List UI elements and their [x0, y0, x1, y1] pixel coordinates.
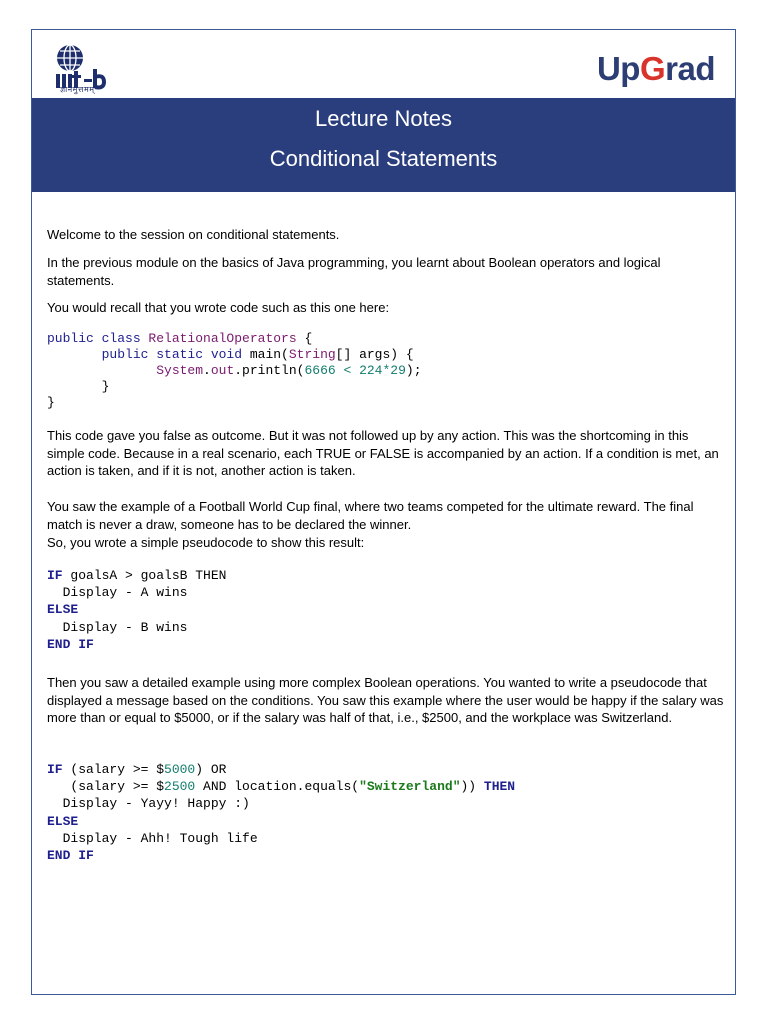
- code1-class-name: RelationalOperators: [148, 331, 297, 346]
- code2-if: IF: [47, 568, 63, 583]
- code1-out: out: [210, 363, 235, 378]
- code3-line1-b: ) OR: [195, 762, 227, 777]
- page-title: Conditional Statements: [269, 146, 498, 171]
- code1-line1-keyword: public class: [47, 331, 149, 346]
- code3-line5: Display - Ahh! Tough life: [47, 830, 258, 846]
- upgrad-logo-part2: G: [639, 50, 666, 87]
- code3-else: ELSE: [47, 813, 79, 829]
- paragraph-salary-example: Then you saw a detailed example using more complex Boolean operations. You wanted to write a pseudocode that displayed a message based on the conditions. You saw this example where the user would be happy if the salary was more than or equal to $5000, or if the salary was half of that, i.e., $2500, and the workplace was Switzerland.: [47, 675, 724, 725]
- code2-else: ELSE: [47, 602, 79, 618]
- code1-system: System: [156, 363, 204, 378]
- code1-line3-end: );: [405, 363, 422, 378]
- code3-if: IF: [47, 762, 63, 777]
- code2-line4: Display - B wins: [47, 619, 188, 635]
- code1-println: .println(: [234, 363, 305, 378]
- code2-line1-rest: goalsA > goalsB THEN: [62, 568, 227, 583]
- code1-line1-brace: {: [296, 331, 313, 346]
- code1-line5: }: [47, 395, 55, 410]
- code3-end-if: END IF: [47, 848, 94, 864]
- code3-then: THEN: [483, 779, 516, 795]
- upgrad-logo-part3: rad: [665, 50, 715, 87]
- code3-line1-a: (salary >= $: [62, 762, 165, 777]
- code3-num-5000: 5000: [164, 762, 196, 777]
- code3-line2-c: )): [460, 779, 484, 795]
- code2-line2: Display - A wins: [47, 585, 188, 601]
- paragraph-welcome: Welcome to the session on conditional statements.: [47, 227, 340, 242]
- code1-dot: .: [203, 363, 211, 378]
- code1-expression: 6666 < 224*29: [304, 363, 406, 378]
- code1-line2-keyword: public static void: [47, 347, 250, 362]
- paragraph-world-cup: You saw the example of a Football World Cup final, where two teams competed for the ultimate reward. The final match is never a draw, someone has to be declared the winner.: [47, 499, 694, 532]
- code1-line3-indent: [47, 363, 156, 378]
- iiitb-tagline: ज्ञानमुत्तमम्: [60, 85, 95, 94]
- code-block-java: [47, 331, 422, 411]
- code3-line2-b: AND location.equals(: [195, 779, 360, 795]
- paragraph-pseudocode-intro: So, you wrote a simple pseudocode to show this result:: [47, 535, 365, 550]
- code2-end-if: END IF: [47, 636, 94, 652]
- code3-num-2500: 2500: [164, 779, 196, 795]
- page-header: [32, 30, 735, 98]
- upgrad-logo: [597, 50, 715, 88]
- code3-line3: Display - Yayy! Happy :): [47, 796, 250, 812]
- code-block-pseudocode-1: [47, 567, 226, 653]
- code1-main: main(: [249, 347, 289, 362]
- code1-line2-rest: [] args) {: [335, 347, 414, 362]
- code3-string-switzerland: "Switzerland": [359, 779, 461, 795]
- code1-line4: }: [47, 379, 110, 394]
- paragraph-recall: You would recall that you wrote code such as this one here:: [47, 300, 390, 315]
- code3-line2-a: (salary >= $: [47, 779, 165, 795]
- code-block-pseudocode-2: [47, 761, 515, 864]
- title-banner: [32, 98, 735, 192]
- code1-string-type: String: [288, 347, 336, 362]
- upgrad-logo-part1: Up: [596, 50, 640, 87]
- paragraph-outcome: This code gave you false as outcome. But it was not followed up by any action. This was the shortcoming in this simple code. Because in a real scenario, each TRUE or FALSE is accompanied by an action. If a condition is met, an action is taken, and if it is not, another action is taken.: [47, 428, 719, 478]
- paragraph-previous-module: In the previous module on the basics of Java programming, you learnt about Boolean operators and logical statements.: [47, 255, 661, 288]
- banner-line-1: Lecture Notes: [315, 106, 452, 131]
